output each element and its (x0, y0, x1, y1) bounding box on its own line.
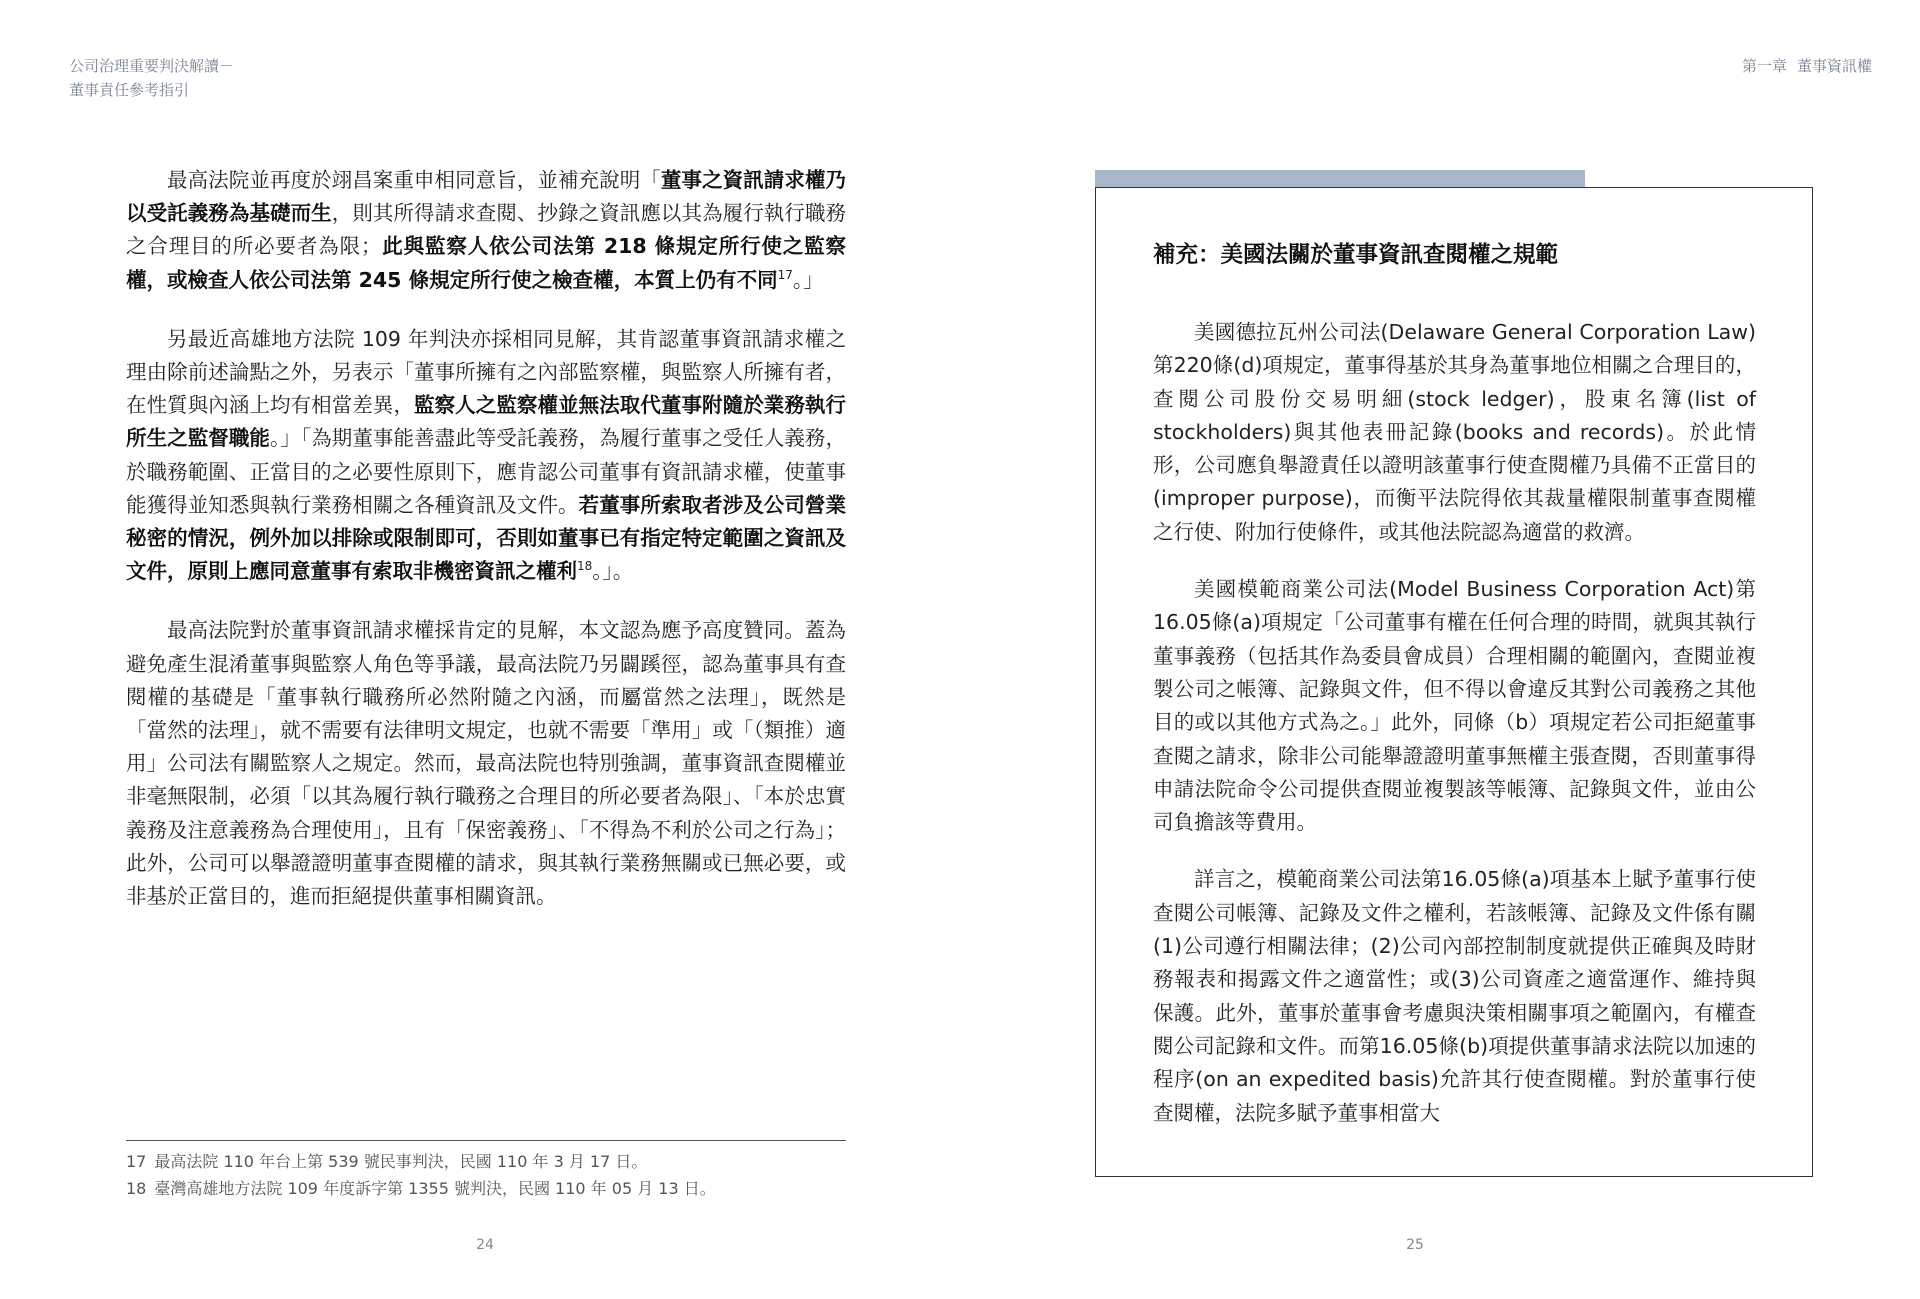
paragraph-text: 最高法院並再度於翊昌案重申相同意旨，並補充說明「 (167, 168, 661, 192)
emphasis-text: 若董事所索取者涉及公司營業秘密的情況，例外加以排除或限制即可，否則如董事已有指定特定範圍之資訊及文件，原則上應同意董事有索取非機密資訊之權利 (126, 492, 847, 584)
footnote-text: 臺灣高雄地方法院 109 年度訴字第 1355 號判決，民國 110 年 05 月 13 日。 (154, 1179, 716, 1198)
footnote-ref: 17 (777, 267, 793, 282)
paragraph-text: 。」 (792, 267, 824, 292)
footnote-text: 最高法院 110 年台上第 539 號民事判決，民國 110 年 3 月 17 日。 (154, 1152, 648, 1171)
book-title-line1: 公司治理重要判決解讀－ (69, 57, 235, 75)
chapter-number: 第一章 (1741, 57, 1787, 75)
running-header-left (69, 54, 234, 102)
paragraph-text: 。」。 (592, 559, 634, 584)
body-paragraph (126, 164, 846, 297)
supplement-paragraph: 詳言之，模範商業公司法第16.05條(a)項基本上賦予董事行使查閱公司帳簿、記錄及文件之權利，若該帳簿、記錄及文件係有關(1)公司遵行相關法律；(2)公司內部控制制度就提供正確與及時財務報表和揭露文件之適當性；或(3)公司資產之適當運作、維持與保護。此外，董事於董事會考慮與決策相關事項之範圍內，有權查閱公司記錄和文件。而第16.05條(b)項提供董事請求法院以加速的程序(on an expedited basis)允許其行使查閱權。對於董事行使查閱權，法院多賦予董事相當大 (1153, 867, 1756, 1125)
left-body-text (126, 164, 846, 939)
body-paragraph (126, 614, 846, 913)
footnote-number: 18 (126, 1179, 147, 1198)
page-number-right: 25 (1406, 1237, 1424, 1253)
emphasis-text: 監察人之監察權並無法取代董事附隨於業務執行所生之監督職能 (126, 393, 847, 451)
running-header-right (1732, 54, 1872, 78)
paragraph-text: 另最近高雄地方法院 109 年判決亦採相同見解，其肯認董事資訊請求權之理由除前述論點之外，另表示「董事所擁有之內部監察權，與監察人所擁有者，在性質與內涵上均有相當差異， (126, 326, 846, 418)
paragraph-text: 最高法院對於董事資訊請求權採肯定的見解，本文認為應予高度贊同。蓋為避免產生混淆董事與監察人角色等爭議，最高法院乃另闢蹊徑，認為董事具有查閱權的基礎是「董事執行職務所必然附隨之內涵，而屬當然之法理」，既然是「當然的法理」，就不需要有法律明文規定，也就不需要「準用」或「（類推）適用」公司法有關監察人之規定。然而，最高法院也特別強調，董事資訊查閱權並非毫無限制，必須「以其為履行執行職務之合理目的所必要者為限」、「本於忠實義務及注意義務為合理使用」，且有「保密義務」、「不得為不利於公司之行為」；此外，公司可以舉證證明董事查閱權的請求，與其執行業務無關或已無必要，或非基於正當目的，進而拒絕提供董事相關資訊。 (126, 618, 846, 909)
supplement-body (1153, 316, 1756, 1154)
footnotes (126, 1148, 866, 1202)
right-page (960, 0, 1920, 1299)
footnote-ref: 18 (577, 559, 593, 574)
supplement-paragraph: 美國模範商業公司法(Model Business Corporation Act)第16.05條(a)項規定「公司董事有權在任何合理的時間，就與其執行董事義務（包括其作為委員會成員）合理相關的範圍內，查閱並複製公司之帳簿、記錄與文件，但不得以會違反其對公司義務之其他目的或以其他方式為之。」此外，同條（b）項規定若公司拒絕董事查閱之請求，除非公司能舉證證明董事無權主張查閱，否則董事得申請法院命令公司提供查閱並複製該等帳簿、記錄與文件，並由公司負擔該等費用。 (1153, 577, 1756, 835)
chapter-title: 董事資訊權 (1796, 57, 1872, 75)
supplement-box (1095, 187, 1813, 1177)
supplement-paragraph: 美國德拉瓦州公司法(Delaware General Corporation Law)第220條(d)項規定，董事得基於其身為董事地位相關之合理目的，查閱公司股份交易明細(stock ledger)，股東名簿(list of stockholders)與其他表冊記錄(books and records)。於此情形，公司應負舉證責任以證明該董事行使查閱權乃具備不正當目的(improper purpose)，而衡平法院得依其裁量權限制董事查閱權之行使、附加行使條件，或其他法院認為適當的救濟。 (1153, 320, 1756, 544)
page-number-left: 24 (476, 1237, 494, 1253)
paragraph-text: ，則其所得請求查閱、抄錄之資訊應以其為履行執行職務之合理目的所必要者為限； (126, 201, 847, 259)
emphasis-text: 此與監察人依公司法第 218 條規定所行使之監察權，或檢查人依公司法第 245 條規定所行使之檢查權，本質上仍有不同 (126, 234, 846, 292)
paragraph-text: 。」「為期董事能善盡此等受託義務，為履行董事之受任人義務，於職務範圍、正當目的之必要性原則下，應肯認公司董事有資訊請求權，使董事能獲得並知悉與執行業務相關之各種資訊及文件。 (126, 426, 846, 517)
footnote-item (126, 1175, 866, 1202)
book-title-line2: 董事責任參考指引 (69, 81, 190, 99)
footnote-divider (126, 1140, 846, 1141)
emphasis-text: 董事之資訊請求權乃以受託義務為基礎而生 (126, 168, 846, 226)
footnote-number: 17 (126, 1152, 147, 1171)
sidebar-box-tab (1095, 170, 1585, 187)
body-paragraph (126, 323, 846, 589)
footnote-item (126, 1148, 866, 1175)
supplement-title: 補充：美國法關於董事資訊查閱權之規範 (1153, 242, 1559, 268)
